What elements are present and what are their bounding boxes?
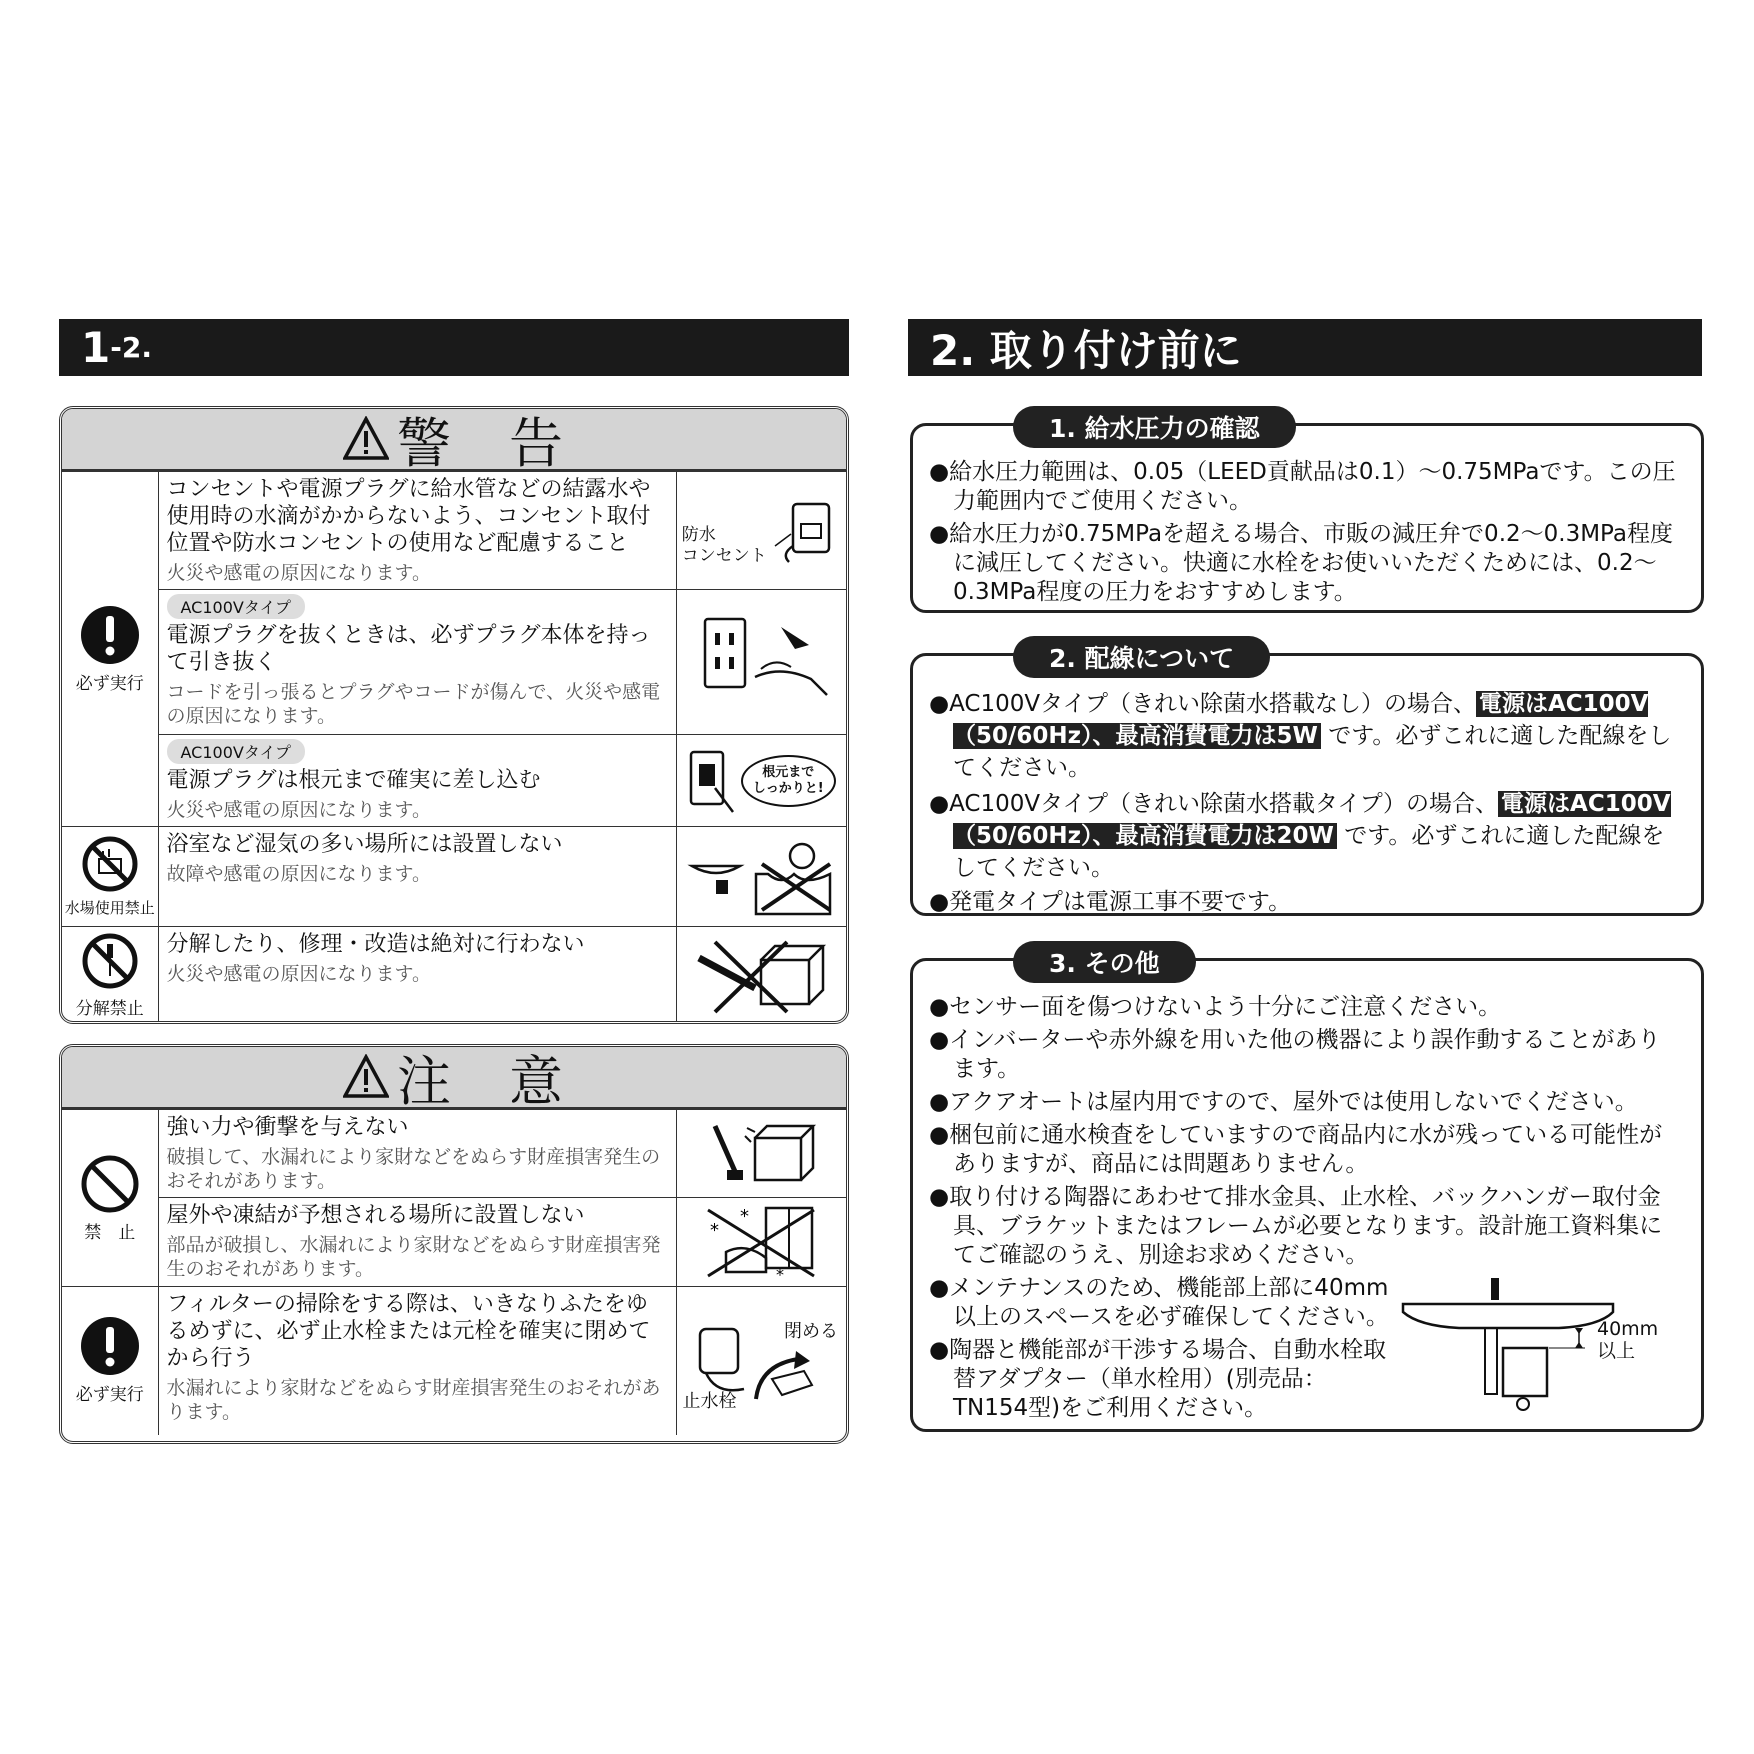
no-water-area-icon — [81, 835, 139, 893]
no-disassembly-label: 分解禁止 — [75, 999, 144, 1020]
svg-text:*: * — [740, 1206, 750, 1227]
waterproof-outlet-label: 防水 コンセント — [681, 524, 767, 566]
exclamation-circle-icon — [80, 605, 140, 665]
unplug-illustration — [676, 590, 846, 735]
warning-row-1-sub: 火災や感電の原因になります。 — [166, 562, 431, 584]
waterproof-outlet-illustration — [676, 472, 846, 590]
list-item: ●アクアオートは屋内用ですので、屋外では使用しないでください。 — [929, 1089, 1638, 1115]
valve-label: 止水栓 — [682, 1390, 737, 1412]
section-2-title: 2. 配線について — [1013, 636, 1270, 678]
caution-row-1-main: 強い力や衝撃を与えない — [166, 1115, 409, 1140]
warning-row-4-main: 浴室など湿気の多い場所には設置しない — [166, 832, 563, 857]
list-item — [929, 788, 1683, 884]
sink-cross-section-icon — [1399, 1274, 1619, 1424]
warning-panel-header — [62, 409, 846, 475]
list-item: ●発電タイプは電源工事不要です。 — [929, 889, 1292, 915]
list-item: ●取り付ける陶器にあわせて排水金具、止水栓、バックハンガー取付金具、ブラケットまたはフレームが必要となります。設計施工資料集にてご確認のうえ、別途お求めください。 — [929, 1184, 1663, 1268]
screwdriver-box-icon — [691, 934, 831, 1018]
wiring-2-pre: ●AC100Vタイプ（きれい除菌水搭載タイプ）の場合、 — [929, 791, 1499, 817]
no-water-label: 水場使用禁止 — [64, 899, 155, 917]
table-row — [62, 472, 846, 590]
caution-row-3-sub: 水漏れにより家財などをぬらす財産損害発生のおそれがあります。 — [166, 1377, 661, 1423]
unplug-hand-icon — [691, 607, 831, 717]
left-section-header — [59, 319, 849, 376]
sink-diagram — [1399, 1274, 1679, 1424]
warning-row-3-sub: 火災や感電の原因になります。 — [166, 799, 431, 821]
snow-window-icon — [696, 1202, 826, 1282]
prohibition-icon — [80, 1154, 140, 1214]
caution-row-2-main: 屋外や凍結が予想される場所に設置しない — [166, 1203, 585, 1228]
no-water-cell — [62, 827, 158, 927]
wiring-2-post: です。必ずこれに適した配線をしてください。 — [953, 823, 1665, 881]
maintenance-text — [929, 1274, 1399, 1427]
must-do-cell — [62, 1287, 158, 1435]
table-row — [62, 1287, 846, 1435]
list-item: ●給水圧力範囲は、0.05（LEED貢献品は0.1）～0.75MPaです。この圧力範囲内でご使用ください。 — [929, 459, 1676, 514]
ac100v-tag: AC100Vタイプ — [167, 739, 306, 764]
list-item: ●給水圧力が0.75MPaを超える場合、市販の減圧弁で0.2～0.3MPa程度に減圧してください。快適に水栓をお使いいただくためには、0.2～0.3MPa程度の圧力をおすすめします。 — [929, 521, 1673, 605]
list-item: ●メンテナンスのため、機能部上部に40mm以上のスペースを必ず確保してください。 — [929, 1275, 1389, 1330]
wiring-1-post: です。必ずこれに適した配線をしてください。 — [953, 723, 1672, 781]
caution-title: 注 意 — [397, 1049, 565, 1113]
wiring-2-highlight: 電源はAC100V（50/60Hz）、最高消費電力は20W — [953, 791, 1671, 849]
section-1-title: 1. 給水圧力の確認 — [1013, 406, 1296, 448]
must-do-label: 必ず実行 — [75, 673, 144, 694]
list-item: ●陶器と機能部が干渉する場合、自動水栓取替アダプター（単水栓用）(別売品：TN154型)をご利用ください。 — [929, 1337, 1387, 1421]
caution-panel-header — [62, 1047, 846, 1113]
left-header-number: 1 — [81, 323, 111, 372]
caution-row-2-sub: 部品が破損し、水漏れにより家財などをぬらす財産損害発生のおそれがあります。 — [166, 1234, 661, 1280]
list-item — [929, 688, 1683, 784]
table-row — [62, 927, 846, 1025]
caution-triangle-icon — [343, 1054, 389, 1100]
list-item: ●センサー面を傷つけないよう十分にご注意ください。 — [929, 994, 1502, 1020]
caution-panel — [59, 1044, 849, 1444]
table-row — [62, 1198, 846, 1287]
exclamation-circle-icon — [80, 1316, 140, 1376]
caution-row-3-main: フィルターの掃除をする際は、いきなりふたをゆるめずに、必ず止水栓または元栓を確実に閉めてから行う — [166, 1292, 651, 1371]
close-label: 閉める — [784, 1321, 838, 1342]
impact-illustration — [676, 1110, 846, 1198]
wiring-1-pre: ●AC100Vタイプ（きれい除菌水搭載なし）の場合、 — [929, 691, 1476, 717]
warning-row-3-main: 電源プラグは根元まで確実に差し込む — [166, 768, 541, 793]
list-item: ●梱包前に通水検査をしていますので商品内に水が残っている可能性がありますが、商品には問題ありません。 — [929, 1122, 1663, 1177]
svg-text:*: * — [776, 1265, 785, 1282]
warning-triangle-icon — [343, 416, 389, 462]
must-do-cell — [62, 472, 158, 827]
plug-bubble: 根元まで しっかりと! — [741, 755, 836, 807]
section-wiring — [910, 644, 1704, 916]
warning-row-5-sub: 火災や感電の原因になります。 — [166, 963, 431, 985]
warning-table — [62, 471, 846, 1024]
bathroom-illustration — [676, 827, 846, 927]
wiring-1-highlight: 電源はAC100V（50/60Hz）、最高消費電力は5W — [953, 691, 1649, 749]
svg-text:*: * — [710, 1220, 720, 1241]
freezing-illustration — [676, 1198, 846, 1287]
must-do-label: 必ず実行 — [75, 1385, 144, 1406]
prohibit-label: 禁 止 — [84, 1222, 136, 1243]
warning-title: 警 告 — [397, 411, 565, 475]
right-section-header — [908, 319, 1702, 376]
warning-row-4-sub: 故障や感電の原因になります。 — [166, 863, 431, 885]
left-header-sub: -2. — [110, 331, 152, 364]
disassembly-illustration — [676, 927, 846, 1025]
hammer-box-icon — [701, 1116, 821, 1192]
dimension-label: 40mm 以上 — [1597, 1318, 1659, 1362]
table-row — [62, 827, 846, 927]
table-row — [62, 735, 846, 827]
right-header-title: 2. 取り付け前に — [930, 325, 1242, 375]
plug-outlet-icon — [687, 746, 735, 816]
warning-panel — [59, 406, 849, 1024]
section-water-pressure — [910, 414, 1704, 613]
maintenance-block — [929, 1274, 1683, 1427]
list-item: ●インバーターや赤外線を用いた他の機器により誤作動することがあります。 — [929, 1027, 1661, 1082]
section-3-title: 3. その他 — [1013, 941, 1196, 983]
caution-row-1-sub: 破損して、水漏れにより家財などをぬらす財産損害発生のおそれがあります。 — [166, 1146, 661, 1192]
prohibit-cell — [62, 1110, 158, 1287]
no-disassembly-cell — [62, 927, 158, 1025]
warning-row-2-sub: コードを引っ張るとプラグやコードが傷んで、火災や感電の原因になります。 — [166, 681, 661, 727]
table-row — [62, 590, 846, 735]
table-row — [62, 1110, 846, 1198]
caution-table — [62, 1109, 846, 1435]
warning-row-2-main: 電源プラグを抜くときは、必ずプラグ本体を持って引き抜く — [166, 623, 651, 675]
plug-in-illustration — [676, 735, 846, 827]
warning-row-5-main: 分解したり、修理・改造は絶対に行わない — [166, 932, 585, 957]
no-disassembly-icon — [81, 932, 139, 990]
ac100v-tag: AC100Vタイプ — [167, 594, 306, 619]
warning-row-1-main: コンセントや電源プラグに給水管などの結露水や使用時の水滴がかからないよう、コンセント取付位置や防水コンセントの使用など配慮すること — [166, 477, 651, 556]
outlet-box-icon — [771, 496, 841, 566]
section-other — [910, 949, 1704, 1432]
valve-illustration — [676, 1287, 846, 1435]
bathroom-sink-icon — [686, 834, 836, 920]
